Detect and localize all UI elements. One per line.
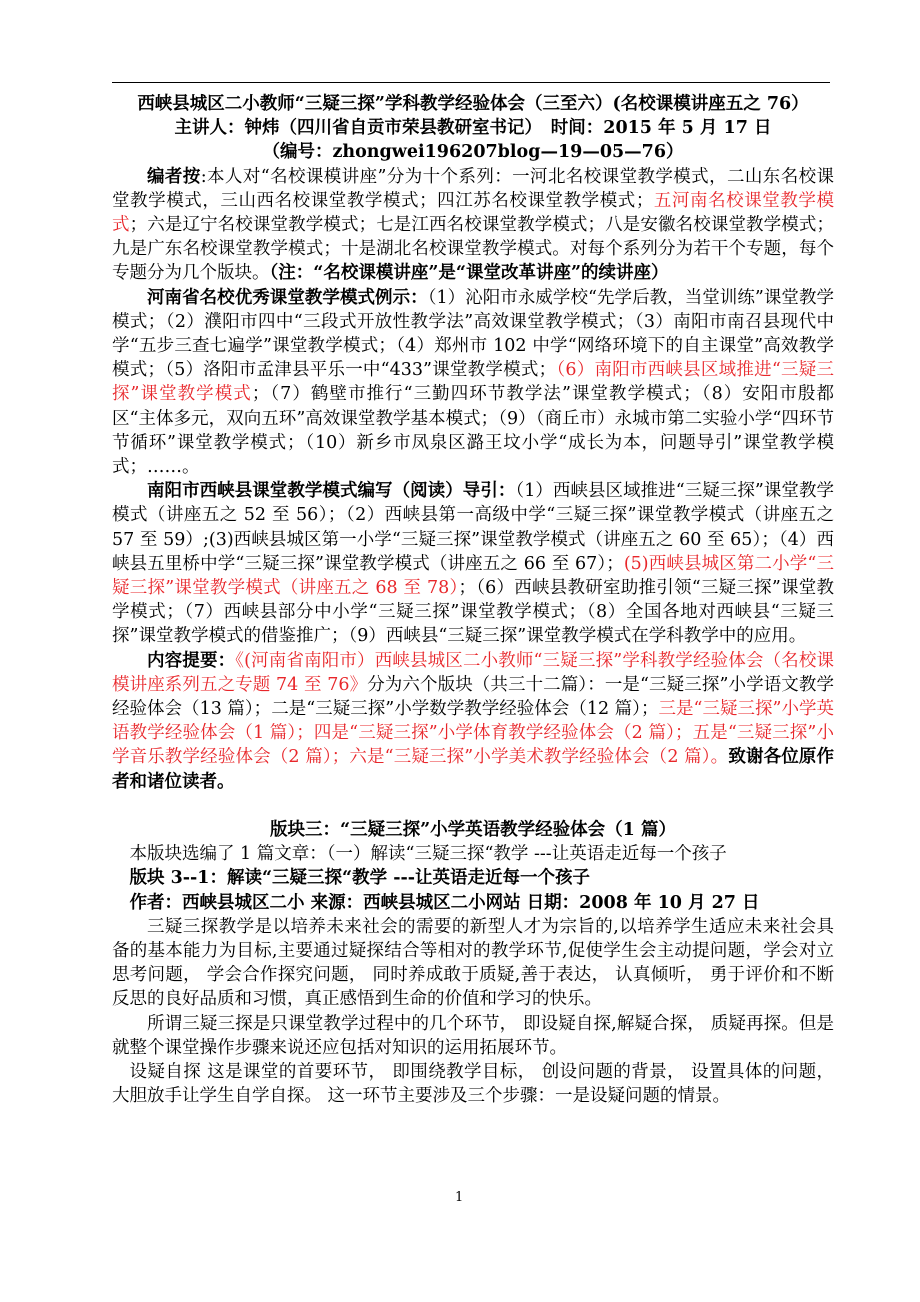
editor-note-label: 编者按 — [147, 166, 201, 187]
summary-text: 分为六个版块（共三十二篇）：一是“三疑三探”小学语文教学经验体会（13 篇）；二是“三疑三探”小学数学教学经验体会（12 篇）； — [112, 674, 834, 720]
speaker-line: 主讲人：钟炜（四川省自贡市荣县教研室书记） 时间：2015 年 5 月 17 日 — [174, 118, 772, 139]
nanyang-guide-highlight: (5)西峡县城区第二小学“三疑三探”课堂教学模式（讲座五之 68 至 78） — [112, 553, 834, 599]
article-paragraph: 所谓三疑三探是只课堂教学过程中的几个环节， 即设疑自探,解疑合探， 质疑再探。但是就整个课堂操作步骤来说还应包括对知识的运用拓展环节。 — [112, 1013, 834, 1058]
section-compiled-note: 本版块选编了 1 篇文章：（一）解读“三疑三探“教学 ---让英语走近每一个孩子 — [129, 844, 727, 865]
henan-examples-highlight: （6）南阳市西峡县区域推进“三疑三探”课堂教学模式 — [112, 360, 834, 405]
nanyang-guide-label: 南阳市西峡县课堂教学模式编写（阅读）导引： — [147, 481, 516, 502]
nanyang-guide-text-2: ；（6）西峡县教研室助推引领“三疑三探”课堂教学模式；（7）西峡县部分中小学“三疑三探”课堂教学模式；（8）全国各地对西峡县“三疑三探”课堂教学模式的借鉴推广；（9）西峡县“三疑三探”课堂教学模式在学科教学中的应用。 — [112, 578, 834, 647]
content-summary — [112, 649, 834, 794]
article-paragraph: 设疑自探 这是课堂的首要环节， 即围绕教学目标， 创设问题的背景， 设置具体的问题， 大胆放手让学生自学自探。 这一环节主要涉及三个步骤：一是设疑问题的情景。 — [112, 1061, 834, 1107]
summary-title-highlight: 《(河南省南阳市）西峡县城区二小教师“三疑三探”学科教学经验体会（名校课模讲座系列五之专题 74 至 76》 — [112, 650, 835, 695]
document-title: 西峡县城区二小教师“三疑三探”学科教学经验体会（三至六）(名校课模讲座五之 76） — [137, 94, 809, 114]
henan-examples-text-2: ；（7）鹤壁市推行“三勤四环节教学法”课堂教学模式；（8）安阳市殷都区“主体多元，双向五环”高效课堂教学基本模式；（9）（商丘市）永城市第二实验小学“四环节节循环”课堂教学模式；（10）新乡市凤泉区潞王坟小学“成长为本，问题导引”课堂教学模式；……。 — [112, 384, 834, 478]
summary-sections-highlight: 三是“三疑三探”小学英语教学经验体会（1 篇）；四是“三疑三探”小学体育教学经验体会（2 篇）；五是“三疑三探”小学音乐教学经验体会（2 篇）；六是“三疑三探”小学美术教学经验体会（2 篇）。 — [112, 699, 834, 768]
editor-note — [112, 165, 834, 286]
henan-examples-text: （1）沁阳市永威学校“先学后教，当堂训练”课堂教学模式；（2）濮阳市四中“三段式开放性教学法”高效课堂教学模式；（3）南阳市南召县现代中学“五步三查七遍学”课堂教学模式；（4）郑州市 102 中学“网络环境下的自主课堂”高效教学模式；（5）洛阳市孟津县平乐一中“433”课堂教学模式； — [112, 287, 834, 381]
summary-label: 内容提要： — [147, 650, 236, 671]
code-line: （编号：zhongwei196207blog—19—05—76） — [262, 142, 684, 163]
nanyang-guide — [112, 479, 834, 648]
editor-note-remark: （注：“名校课模讲座”是“课堂改革讲座”的续讲座） — [269, 263, 669, 284]
article-paragraph: 三疑三探教学是以培养未来社会的需要的新型人才为宗旨的,以培养学生适应未来社会具备的基本能力为目标,主要通过疑探结合等相对的教学环节,促使学生会主动提问题，学会对立思考问题， 学会合作探究问题， 同时养成敢于质疑,善于表达， 认真倾听， 勇于评价和不断反思的良好品质和习惯，真正感悟到生命的价值和学习的快乐。 — [112, 916, 834, 1010]
henan-examples-label: 河南省名校优秀课堂教学模式例示： — [147, 287, 428, 308]
article-byline: 作者：西峡县城区二小 来源：西峡县城区二小网站 日期：2008 年 10 月 27 日 — [129, 892, 760, 913]
header-rule — [112, 82, 830, 83]
editor-note-text: :本人对“名校课模讲座”分为十个系列：一河北名校课堂教学模式，二山东名校课堂教学模式，三山西名校课堂教学模式；四江苏名校课堂教学模式； — [112, 166, 835, 211]
henan-examples — [112, 286, 834, 480]
article-subheading: 版块 3--1：解读“三疑三探“教学 ---让英语走近每一个孩子 — [129, 868, 590, 889]
document-body — [112, 92, 834, 1108]
editor-note-text-2: ；六是辽宁名校课堂教学模式；七是江西名校课堂教学模式；八是安徽名校课堂教学模式；九是广东名校课堂教学模式；十是湖北名校课堂教学模式。对每个系列分为若干个专题，每个专题分为几个版块。 — [112, 215, 835, 284]
spacer — [112, 794, 834, 818]
editor-note-highlight: 五河南名校课堂教学模式 — [112, 190, 834, 236]
page-number: 1 — [455, 1190, 464, 1205]
section-heading: 版块三：“三疑三探”小学英语教学经验体会（1 篇） — [270, 819, 676, 840]
nanyang-guide-text: （1）西峡县区域推进“三疑三探”课堂教学模式（讲座五之 52 至 56）；（2）西峡县第一高级中学“三疑三探”课堂教学模式（讲座五之 57 至 59）;(3)西峡县城区第一小学“三疑三探”课堂教学模式（讲座五之 60 至 65）；（4）西峡县五里桥中学“三疑三探”课堂教学模式（讲座五之 66 至 67）； — [112, 481, 834, 574]
summary-thanks: 致谢各位原作者和诸位读者。 — [112, 747, 834, 792]
